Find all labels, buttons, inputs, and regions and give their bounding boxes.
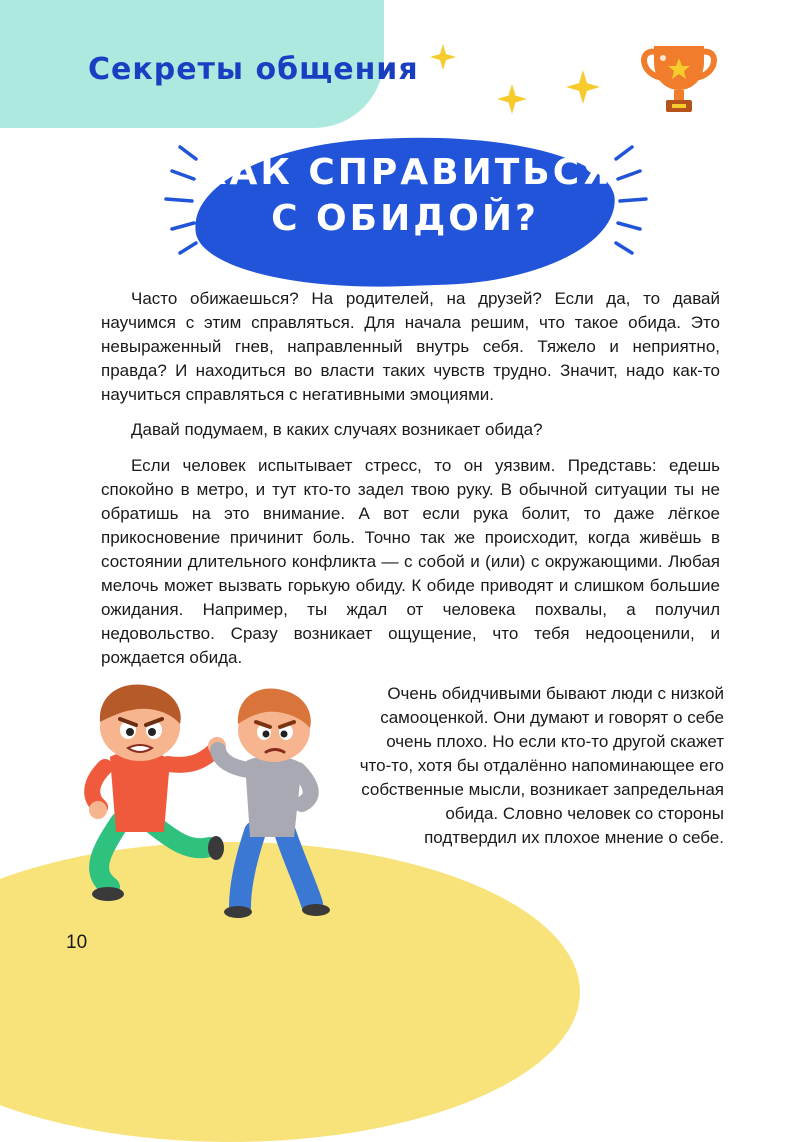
paragraph-4: Очень обидчивыми бывают люди с низкой самооценкой. Они думают и говорят о себе очень плохо. Но если кто-то другой скажет что-то, хотя бы отдалённо напоминающее его собственные мысли, возникает запредельная обида. Словно человек со стороны подтвердил их плохое мнение о себе. — [359, 684, 724, 847]
page-number: 10 — [66, 932, 88, 953]
paragraph-2: Давай подумаем, в каких случаях возникает обида? — [131, 420, 543, 439]
star-icon — [566, 70, 600, 104]
headline — [195, 150, 615, 242]
boy-right — [218, 688, 330, 918]
rays-decoration — [612, 145, 652, 255]
star-icon — [430, 44, 456, 70]
headline-line-1: КАК СПРАВИТЬСЯ — [197, 152, 613, 193]
star-icon — [497, 84, 527, 114]
paragraph-3: Если человек испытывает стресс, то он уязвим. Представь: едешь спокойно в метро, и тут кто-то задел твою руку. В обычной ситуации ты не обратишь на это внимание. А вот если рука болит, то даже лёгкое прикосновение причинит боль. Точно так же происходит, когда живёшь в состоянии длительного конфликта — с собой и (или) с окружающими. Любая мелочь может вызвать горькую обиду. К обиде приводят и слишком большие ожидания. Например, ты ждал от человека похвалы, а получил недовольство. Сразу возникает ощущение, что тебя недооценили, и рождается обида. — [101, 456, 720, 667]
paragraph-1: Часто обижаешься? На родителей, на друзей? Если да, то давай научимся с этим справляться. Для начала решим, что такое обида. Это невыраженный гнев, направленный внутрь себя. Тяжело и неприятно, правда? И находиться во власти таких чувств трудно. Значит, надо как-то научиться справляться с негативными эмоциями. — [101, 289, 720, 404]
boys-illustration — [80, 672, 340, 927]
boy-left — [89, 685, 226, 902]
trophy-icon — [636, 40, 722, 116]
section-title: Секреты общения — [88, 52, 419, 87]
rays-decoration — [160, 145, 200, 255]
headline-line-2: С ОБИДОЙ? — [271, 198, 539, 239]
